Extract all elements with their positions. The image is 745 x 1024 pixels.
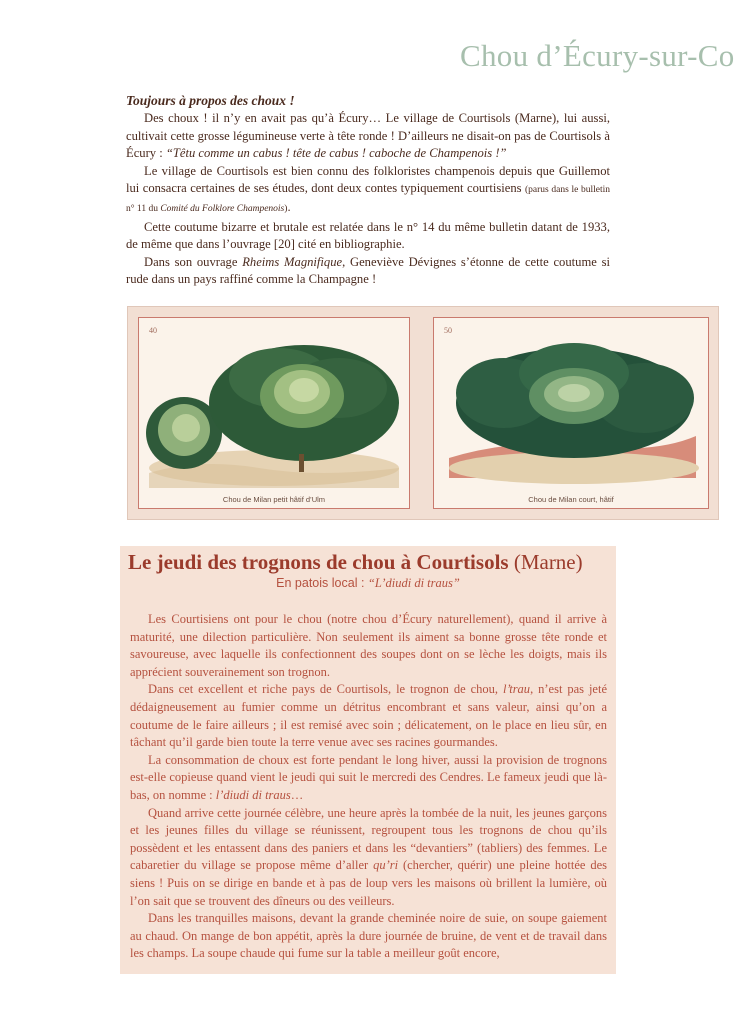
- article-paragraph-2: Dans cet excellent et riche pays de Courtisols, le trognon de chou, l’trau, n’est pas jeté dédaigneusement au fumier comme un détritus encombrant et sans valeur, ainsi qu’on a coutume de le faire ailleurs ; il est remisé avec soin ; délicatement, on le place en lieu sûr, en tâchant qu’il garde bien toute la terre venue avec ses racines gourmandes.: [130, 682, 607, 750]
- article-subtitle: En patois local : “L’diudi di traus”: [276, 576, 460, 590]
- courtisols-article: [120, 546, 616, 974]
- plate-number: 50: [444, 326, 452, 335]
- plate-caption: Chou de Milan court, hâtif: [528, 495, 614, 504]
- article-paragraph-1: Les Courtisiens ont pour le chou (notre chou d’Écury naturellement), quand il arrive à maturité, une dilection particulière. Non seulement ils aiment sa bonne grosse tête ronde et savoureuse, avec laquelle ils confectionnent des soupes dont on se lèche les doigts, mais ils apprécient souverainement son trognon.: [130, 612, 607, 679]
- article-paragraph-4: Quand arrive cette journée célèbre, une heure après la tombée de la nuit, les jeunes garçons et les jeunes filles du village se réunissent, regroupent tous les trognons de chou qu’ils possèdent et les entassent dans des paniers et dans les “devantiers” (tabliers) des femmes. Le cabaretier du village se propose même d’aller qu’ri (chercher, quérir) une pleine hottée des siens ! Puis on se dirige en bande et à pas de loup vers les maisons où brillent la lumière, où l’on sait que se trouvent des dîneurs ou des veilleurs.: [130, 805, 607, 908]
- plate-milan-court: [433, 317, 709, 509]
- running-header: Chou d’Écury-sur-Co: [460, 38, 735, 73]
- intro-heading: Toujours à propos des choux !: [126, 93, 295, 108]
- intro-section: [126, 92, 610, 288]
- intro-paragraph-3: Cette coutume bizarre et brutale est relatée dans le n° 14 du même bulletin datant de 1933, de même que dans l’ouvrage [20] cité en bibliographie.: [126, 219, 610, 252]
- article-body: [130, 611, 607, 963]
- cabbage-illustrations: [127, 306, 719, 520]
- intro-paragraph-2: Le village de Courtisols est bien connu des folkloristes champenois depuis que Guillemot lui consacra certaines de ses études, dont deux contes typiquement courtisiens (parus dans le bulletin n° 11 du Comité du Folklore Champenois).: [126, 163, 610, 215]
- article-title: Le jeudi des trognons de chou à Courtisols (Marne): [128, 550, 583, 574]
- intro-paragraph-4: Dans son ouvrage Rheims Magnifique, Geneviève Dévignes s’étonne de cette coutume si rude dans un pays raffiné comme la Champagne !: [126, 254, 610, 287]
- plate-number: 40: [149, 326, 157, 335]
- savoy-cabbage-ulm-illustration: [139, 318, 409, 508]
- savoy-cabbage-court-illustration: [434, 318, 708, 508]
- plate-milan-ulm: [138, 317, 410, 509]
- article-paragraph-5: Dans les tranquilles maisons, devant la grande cheminée noire de suie, on soupe gaiement au chaud. On mange de bon appétit, après la dure journée de bruine, de vent et de travail dans les champs. La soupe chaude qui fume sur la table a meilleur goût encore,: [130, 911, 607, 961]
- plate-caption: Chou de Milan petit hâtif d’Ulm: [222, 495, 326, 504]
- article-paragraph-3: La consommation de choux est forte pendant le long hiver, aussi la provision de trognons est-elle copieuse quand vient le jeudi qui suit le mercredi des Cendres. Le fameux jeudi que là-bas, on nomme : l’diudi di traus…: [130, 752, 607, 802]
- intro-paragraph-1: Des choux ! il n’y en avait pas qu’à Écury… Le village de Courtisols (Marne), lui aussi, cultivait cette grosse légumineuse verte à tête ronde ! D’ailleurs ne disait-on pas de Courtisols à Écury : “Têtu comme un cabus ! tête de cabus ! caboche de Champenois !”: [126, 111, 610, 161]
